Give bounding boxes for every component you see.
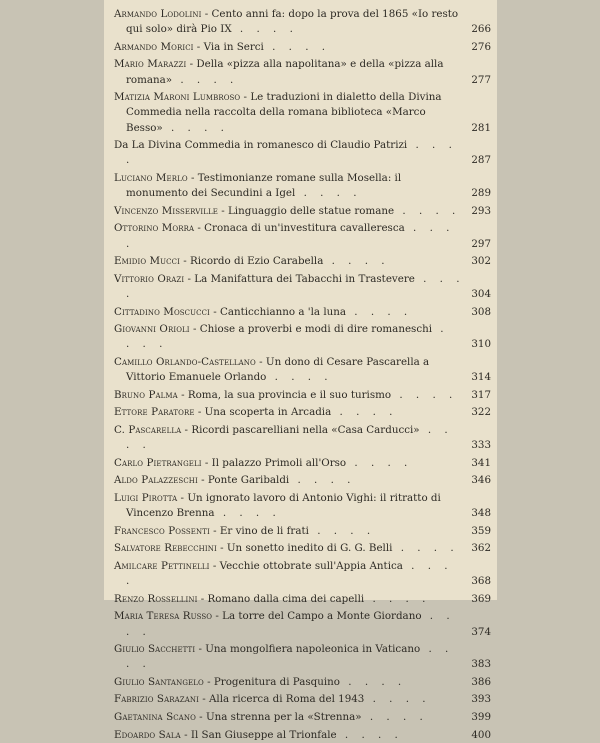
dot-leader: . . . . (126, 139, 457, 167)
entry-title: Un dono di Cesare Pascarella a Vittorio Emanuele Orlando (126, 355, 430, 384)
entry-title: Vecchie ottobrate sull'Appia Antica (219, 559, 403, 572)
entry-author: Bruno Palma (114, 388, 178, 401)
entry-page-number: 369 (471, 592, 491, 605)
entry-author: Armando Lodolini (114, 8, 202, 20)
entry-title: Il San Giuseppe al Trionfale (190, 728, 337, 741)
dot-leader: . . . . (231, 23, 298, 36)
entry-author: Carlo Pietrangeli (114, 456, 202, 469)
author-title-separator: - (186, 58, 197, 71)
author-title-separator: - (177, 491, 188, 504)
dot-leader: . . . . (214, 507, 281, 520)
entry-title: Er vino de li frati (219, 524, 309, 537)
toc-entry (114, 675, 491, 690)
toc-entry (114, 7, 491, 37)
dot-leader: . . . . (126, 222, 455, 250)
entry-title: Alla ricerca di Roma del 1943 (209, 693, 365, 706)
dot-leader: . . . . (391, 388, 458, 401)
entry-author: Renzo Rossellini (114, 592, 198, 605)
entry-author: Maria Teresa Russo (114, 610, 213, 623)
dot-leader: . . . . (336, 728, 403, 741)
entry-title: La Manifattura dei Tabacchi in Trastevere (194, 272, 415, 285)
dot-leader: . . . . (162, 121, 229, 134)
entry-title: Roma, la sua provincia e il suo turismo (187, 388, 392, 401)
author-title-separator: - (189, 323, 200, 336)
entry-page-number: 276 (471, 40, 491, 53)
entry-author: Mario Marazzi (114, 58, 187, 71)
dot-leader: . . . . (126, 610, 455, 638)
entry-title: Il palazzo Primoli all'Orso (211, 456, 347, 469)
entry-title: Cento anni fa: dopo la prova del 1865 «Io resto qui solo» dirà Pio IX (126, 8, 459, 36)
toc-entry (114, 322, 491, 352)
dot-leader: . . . . (126, 559, 453, 588)
entry-author: Gaetanina Scano (114, 711, 196, 724)
dot-leader: . . . . (394, 204, 461, 217)
entry-author: Amilcare Pettinelli (114, 559, 210, 572)
author-title-separator: - (212, 610, 223, 623)
author-title-separator: - (187, 171, 198, 184)
author-title-separator: - (193, 40, 204, 53)
author-title-separator: - (216, 542, 227, 555)
toc-entry (114, 305, 491, 320)
entry-page-number: 400 (471, 728, 491, 741)
entry-page-number: 346 (471, 474, 491, 487)
table-of-contents (104, 0, 497, 743)
toc-entry (114, 491, 491, 521)
dot-leader: . . . . (331, 406, 398, 419)
dot-leader: . . . . (364, 693, 431, 706)
entry-author: Luciano Merlo (114, 171, 188, 184)
author-title-separator: - (184, 272, 195, 285)
toc-entry (114, 456, 491, 471)
toc-entry (114, 405, 491, 420)
toc-entry (114, 388, 491, 403)
dot-leader: . . . . (126, 423, 453, 452)
entry-page-number: 314 (471, 371, 491, 384)
entry-page-number: 266 (471, 23, 491, 36)
entry-author: Cittadino Moscucci (114, 305, 210, 318)
author-title-separator: - (179, 255, 190, 268)
author-title-separator: - (255, 355, 266, 368)
author-title-separator: - (194, 406, 205, 419)
toc-entry (114, 90, 491, 136)
entry-page-number: 304 (471, 287, 491, 300)
author-title-separator: - (197, 592, 208, 605)
entry-author: Giulio Sacchetti (114, 643, 196, 656)
toc-entry (114, 138, 491, 168)
entry-page-number: 383 (471, 658, 491, 671)
author-title-separator: - (240, 91, 251, 104)
entry-page-number: 293 (471, 204, 491, 217)
entry-page-number: 341 (471, 456, 491, 469)
entry-title: Della «pizza alla napolitana» e della «pizza alla romana» (126, 58, 444, 86)
entry-title: Le traduzioni in dialetto della Divina Commedia nella raccolta della romana biblioteca «Marco Besso» (126, 91, 442, 134)
entry-page-number: 308 (471, 305, 491, 318)
dot-leader: . . . . (323, 255, 390, 268)
entry-title: Via in Serci (203, 40, 264, 53)
toc-entry (114, 57, 491, 87)
entry-page-number: 359 (471, 524, 491, 537)
entry-title: Una scoperta in Arcadia (204, 406, 332, 419)
entry-page-number: 374 (471, 625, 491, 638)
entry-title: Linguaggio delle statue romane (227, 204, 395, 217)
author-title-separator: - (209, 305, 220, 318)
entry-author: Francesco Possenti (114, 524, 210, 537)
entry-title: Un ignorato lavoro di Antonio Vighi: il ritratto di Vincenzo Brenna (126, 491, 441, 520)
toc-entry (114, 423, 491, 453)
dot-leader: . . . . (172, 73, 239, 86)
toc-entry (114, 692, 491, 707)
toc-entry (114, 524, 491, 539)
entry-page-number: 393 (471, 693, 491, 706)
entry-page-number: 386 (471, 675, 491, 688)
entry-author: Fabrizio Sarazani (114, 693, 199, 706)
entry-author: Salvatore Rebecchini (114, 542, 217, 555)
dot-leader: . . . . (266, 371, 333, 384)
entry-page-number: 368 (471, 575, 491, 588)
entry-author: Camillo Orlando-Castellano (114, 355, 256, 368)
toc-entry (114, 728, 491, 743)
entry-page-number: 277 (471, 73, 491, 86)
dot-leader: . . . . (346, 456, 413, 469)
entry-page-number: 281 (471, 121, 491, 134)
toc-entry (114, 221, 491, 251)
dot-leader: . . . . (295, 187, 362, 200)
entry-title: Romano dalla cima dei capelli (207, 592, 365, 605)
toc-entry (114, 355, 491, 385)
entry-title: Chiose a proverbi e modi di dire romaneschi (199, 323, 433, 336)
entry-author: Vittorio Orazi (114, 272, 185, 285)
dot-leader: . . . . (263, 40, 331, 53)
author-title-separator: - (209, 559, 220, 572)
author-title-separator: - (198, 693, 209, 706)
entry-page-number: 297 (471, 237, 491, 250)
author-title-separator: - (177, 388, 188, 401)
entry-title: Testimonianze romane sulla Mosella: il monumento dei Secundini a Igel (126, 171, 402, 200)
toc-entry (114, 559, 491, 589)
entry-title: Canticchianno a 'la luna (219, 305, 347, 318)
dot-leader: . . . . (340, 675, 407, 688)
entry-page-number: 333 (471, 439, 491, 452)
entry-page-number: 362 (471, 542, 491, 555)
entry-page-number: 302 (471, 255, 491, 268)
dot-leader: . . . . (392, 542, 459, 555)
toc-entry (114, 592, 491, 607)
entry-page-number: 287 (471, 154, 491, 167)
dot-leader: . . . . (361, 711, 428, 724)
toc-entry (114, 254, 491, 269)
dot-leader: . . . . (126, 643, 454, 671)
author-title-separator: - (195, 711, 206, 724)
toc-entry (114, 710, 491, 725)
entry-author: Luigi Pirotta (114, 491, 178, 504)
toc-entry (114, 204, 491, 219)
entry-title: Un sonetto inedito di G. G. Belli (226, 542, 393, 555)
entry-author: C. Pascarella (114, 423, 182, 436)
entry-author: Aldo Palazzeschi (114, 474, 198, 487)
entry-author: Vincenzo Misserville (114, 204, 218, 217)
book-page (104, 0, 497, 741)
author-title-separator: - (195, 643, 206, 656)
dot-leader: . . . . (308, 524, 376, 537)
author-title-separator: - (217, 204, 228, 217)
entry-title: Ricordo di Ezio Carabella (190, 255, 324, 268)
dot-leader: . . . . (364, 592, 431, 605)
entry-title: Una mongolfiera napoleonica in Vaticano (205, 643, 421, 656)
toc-entry (114, 40, 491, 55)
entry-title: Una strenna per la «Strenna» (205, 711, 362, 724)
entry-page-number: 348 (471, 507, 491, 520)
entry-title: Progenitura di Pasquino (213, 675, 341, 688)
dot-leader: . . . . (126, 272, 465, 300)
entry-author: Giovanni Orioli (114, 323, 190, 336)
dot-leader: . . . . (126, 323, 449, 351)
entry-title: Da La Divina Commedia in romanesco di Claudio Patrizi (114, 139, 408, 152)
entry-author: Edoardo Sala (114, 728, 181, 741)
author-title-separator: - (197, 474, 208, 487)
entry-page-number: 399 (471, 711, 491, 724)
entry-title: Ponte Garibaldi (207, 474, 290, 487)
author-title-separator: - (180, 728, 191, 741)
entry-page-number: 289 (471, 187, 491, 200)
toc-entry (114, 171, 491, 201)
entry-author: Emidio Mucci (114, 255, 180, 268)
entry-page-number: 322 (471, 406, 491, 419)
entry-author: Ettore Paratore (114, 406, 195, 419)
author-title-separator: - (201, 8, 212, 20)
entry-title: Cronaca di un'investitura cavalleresca (204, 222, 405, 235)
toc-entry (114, 272, 491, 302)
entry-author: Armando Morici (114, 40, 194, 53)
entry-page-number: 310 (471, 338, 491, 351)
toc-entry (114, 473, 491, 488)
entry-title: Ricordi pascarelliani nella «Casa Carducci» (191, 423, 420, 436)
entry-author: Giulio Santangelo (114, 675, 204, 688)
entry-author: Matizia Maroni Lumbroso (114, 91, 241, 104)
entry-title: La torre del Campo a Monte Giordano (222, 610, 422, 623)
toc-entry (114, 642, 491, 672)
author-title-separator: - (181, 423, 192, 436)
author-title-separator: - (194, 222, 205, 235)
dot-leader: . . . . (289, 474, 356, 487)
entry-author: Ottorino Morra (114, 222, 195, 235)
toc-entry (114, 541, 491, 556)
author-title-separator: - (201, 456, 212, 469)
entry-page-number: 317 (471, 388, 491, 401)
author-title-separator: - (203, 675, 214, 688)
author-title-separator: - (209, 524, 220, 537)
toc-entry (114, 609, 491, 639)
dot-leader: . . . . (346, 305, 413, 318)
